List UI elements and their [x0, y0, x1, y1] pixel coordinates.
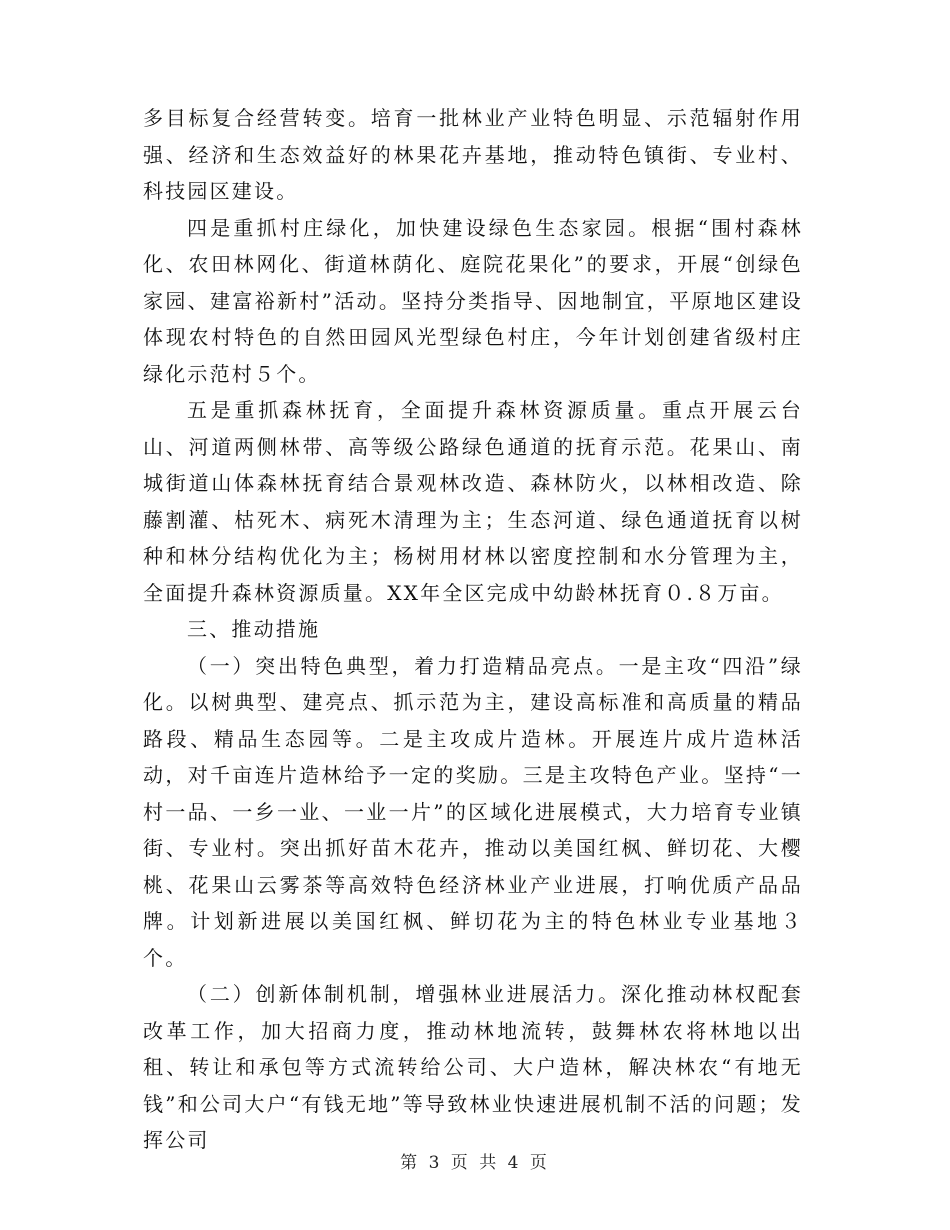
section-heading-measures: 三、推动措施 [187, 617, 321, 641]
paragraph-village-greening: 四是重抓村庄绿化，加快建设绿色生态家园。根据“围村森林化、农田林网化、街道林荫化、庭院花果化”的要求，开展“创绿色家园、建富裕新村”活动。坚持分类指导、因地制宜，平原地区建设体现农村特色的自然田园风光型绿色村庄，今年计划创建省级村庄绿化示范村５个。 [143, 215, 803, 386]
paragraph-measure-one: （一）突出特色典型，着力打造精品亮点。一是主攻“四沿”绿化。以树典型、建亮点、抓示范为主，建设高标准和高质量的精品路段、精品生态园等。二是主攻成片造林。开展连片成片造林活动，对千亩连片造林给予一定的奖励。三是主攻特色产业。坚持“一村一品、一乡一业、一业一片”的区域化进展模式，大力培育专业镇街、专业村。突出抓好苗木花卉，推动以美国红枫、鲜切花、大樱桃、花果山云雾茶等高效特色经济林业产业进展，打响优质产品品牌。计划新进展以美国红枫、鲜切花为主的特色林业专业基地３个。 [143, 653, 803, 970]
page-number-footer: 第 3 页 共 4 页 [400, 1153, 550, 1173]
paragraph-continuation: 多目标复合经营转变。培育一批林业产业特色明显、示范辐射作用强、经济和生态效益好的林果花卉基地，推动特色镇街、专业村、科技园区建设。 [143, 106, 803, 203]
paragraph-measure-two: （二）创新体制机制，增强林业进展活力。深化推动林权配套改革工作，加大招商力度，推动林地流转，鼓舞林农将林地以出租、转让和承包等方式流转给公司、大户造林，解决林农“有地无钱”和公司大户“有钱无地”等导致林业快速进展机制不活的问题；发挥公司 [143, 982, 803, 1152]
paragraph-forest-tending: 五是重抓森林抚育，全面提升森林资源质量。重点开展云台山、河道两侧林带、高等级公路绿色通道的抚育示范。花果山、南城街道山体森林抚育结合景观林改造、森林防火，以林相改造、除藤割灌、枯死木、病死木清理为主；生态河道、绿色通道抚育以树种和林分结构优化为主；杨树用材林以密度控制和水分管理为主，全面提升森林资源质量。XX年全区完成中幼龄林抚育０.８万亩。 [143, 398, 803, 605]
document-body [143, 100, 803, 1159]
